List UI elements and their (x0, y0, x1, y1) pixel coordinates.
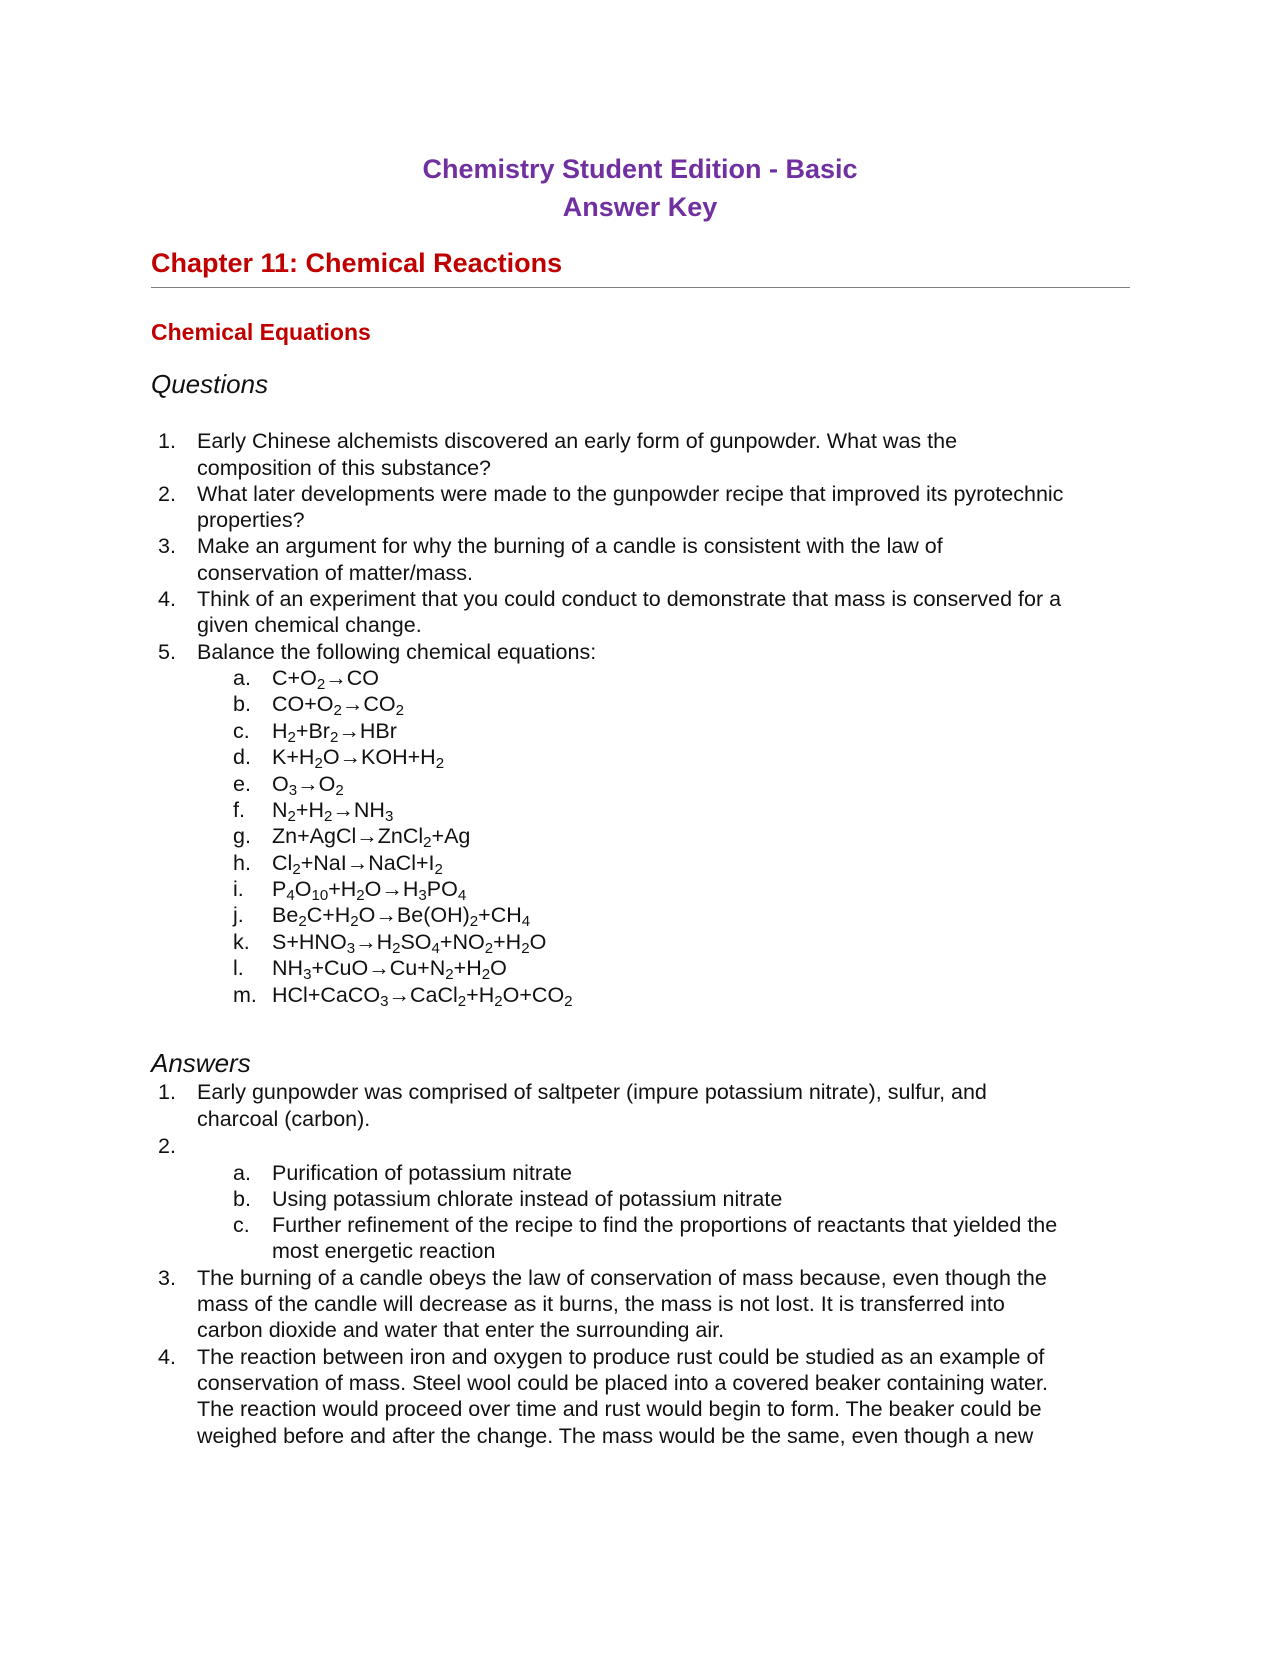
item-text: weighed before and after the change. The mass would be the same, even though a new (197, 1424, 1034, 1448)
item-text: The reaction between iron and oxygen to produce rust could be studied as an example of (197, 1345, 1045, 1369)
document-title-line2: Answer Key (562, 192, 718, 222)
questions-heading: Questions (151, 369, 269, 399)
item-text: Early Chinese alchemists discovered an early form of gunpowder. What was the (197, 429, 958, 453)
sub-item-letter: a. (233, 1161, 251, 1185)
item-text: mass of the candle will decrease as it burns, the mass is not lost. It is transferred into (197, 1292, 1005, 1316)
item-text: conservation of matter/mass. (197, 561, 474, 585)
equation-letter: f. (233, 798, 245, 822)
item-number: 3. (158, 534, 176, 558)
item-text: What later developments were made to the gunpowder recipe that improved its pyrotechnic (197, 482, 1064, 506)
equation-text: $N_2+H_2\to NH_3$ (272, 798, 394, 825)
item-text: The reaction would proceed over time and rust would begin to form. The beaker could be (197, 1397, 1042, 1421)
equation-text: $S+HNO_3\to H_2SO_4+NO_2+H_2O$ (272, 930, 547, 957)
item-number: 4. (158, 1345, 176, 1369)
sub-item-text: most energetic reaction (272, 1239, 496, 1263)
equation-letter: l. (233, 956, 244, 980)
equation-text: $P_4O_{10}+H_2O\to H_3PO_4$ (272, 877, 467, 904)
equation-text: $O_3\to O_2$ (272, 772, 344, 799)
item-text: Think of an experiment that you could conduct to demonstrate that mass is conserved for a (197, 587, 1062, 611)
item-text: given chemical change. (197, 613, 422, 637)
item-text: The burning of a candle obeys the law of conservation of mass because, even though the (197, 1266, 1047, 1290)
item-number: 1. (158, 429, 176, 453)
equation-letter: b. (233, 692, 251, 716)
equation-letter: m. (233, 983, 257, 1007)
equation-letter: h. (233, 851, 251, 875)
item-text: Make an argument for why the burning of a candle is consistent with the law of (197, 534, 943, 558)
equation-letter: i. (233, 877, 244, 901)
equation-text: $H_2+Br_2\to HBr$ (272, 719, 397, 746)
item-number: 2. (158, 1134, 176, 1158)
equation-text: $NH_3+CuO\to Cu+N_2+H_2O$ (272, 956, 507, 983)
item-number: 5. (158, 640, 176, 664)
sub-item-letter: b. (233, 1187, 251, 1211)
equation-letter: g. (233, 824, 251, 848)
item-text: carbon dioxide and water that enter the surrounding air. (197, 1318, 725, 1342)
item-number: 4. (158, 587, 176, 611)
item-number: 1. (158, 1080, 176, 1104)
equation-letter: k. (233, 930, 250, 954)
item-text: conservation of mass. Steel wool could be placed into a covered beaker containing water. (197, 1371, 1048, 1395)
item-text: properties? (197, 508, 305, 532)
item-number: 3. (158, 1266, 176, 1290)
sub-item-text: Purification of potassium nitrate (272, 1161, 572, 1185)
equation-letter: j. (233, 903, 244, 927)
equation-letter: e. (233, 772, 251, 796)
item-text: charcoal (carbon). (197, 1107, 371, 1131)
item-text: composition of this substance? (197, 456, 491, 480)
item-text: Balance the following chemical equations: (197, 640, 597, 664)
item-number: 2. (158, 482, 176, 506)
chapter-title: Chapter 11: Chemical Reactions (151, 248, 563, 278)
section-title: Chemical Equations (151, 319, 371, 345)
equation-text: $HCl+CaCO_3\to CaCl_2+H_2O+CO_2$ (272, 983, 573, 1010)
answers-heading: Answers (151, 1048, 251, 1078)
document-title-line1: Chemistry Student Edition - Basic (422, 154, 858, 184)
sub-item-letter: c. (233, 1213, 250, 1237)
equation-text: $CO+O_2\to CO_2$ (272, 692, 405, 719)
equation-letter: a. (233, 666, 251, 690)
equation-text: $Cl_2+NaI\to NaCl+I_2$ (272, 851, 443, 878)
chapter-divider (151, 287, 1130, 288)
equation-letter: c. (233, 719, 250, 743)
item-text: Early gunpowder was comprised of saltpeter (impure potassium nitrate), sulfur, and (197, 1080, 987, 1104)
equation-text: $K+H_2O\to KOH+H_2$ (272, 745, 445, 772)
equation-text: Zn+AgCl→ZnCl$_2$+Ag (272, 824, 471, 851)
sub-item-text: Further refinement of the recipe to find the proportions of reactants that yielded the (272, 1213, 1058, 1237)
equation-text: $Be_2C+H_2O\to Be(OH)_2+CH_4$ (272, 903, 531, 930)
sub-item-text: Using potassium chlorate instead of potassium nitrate (272, 1187, 783, 1211)
equation-text: $C+O_2\to CO$ (272, 666, 379, 693)
equation-letter: d. (233, 745, 251, 769)
